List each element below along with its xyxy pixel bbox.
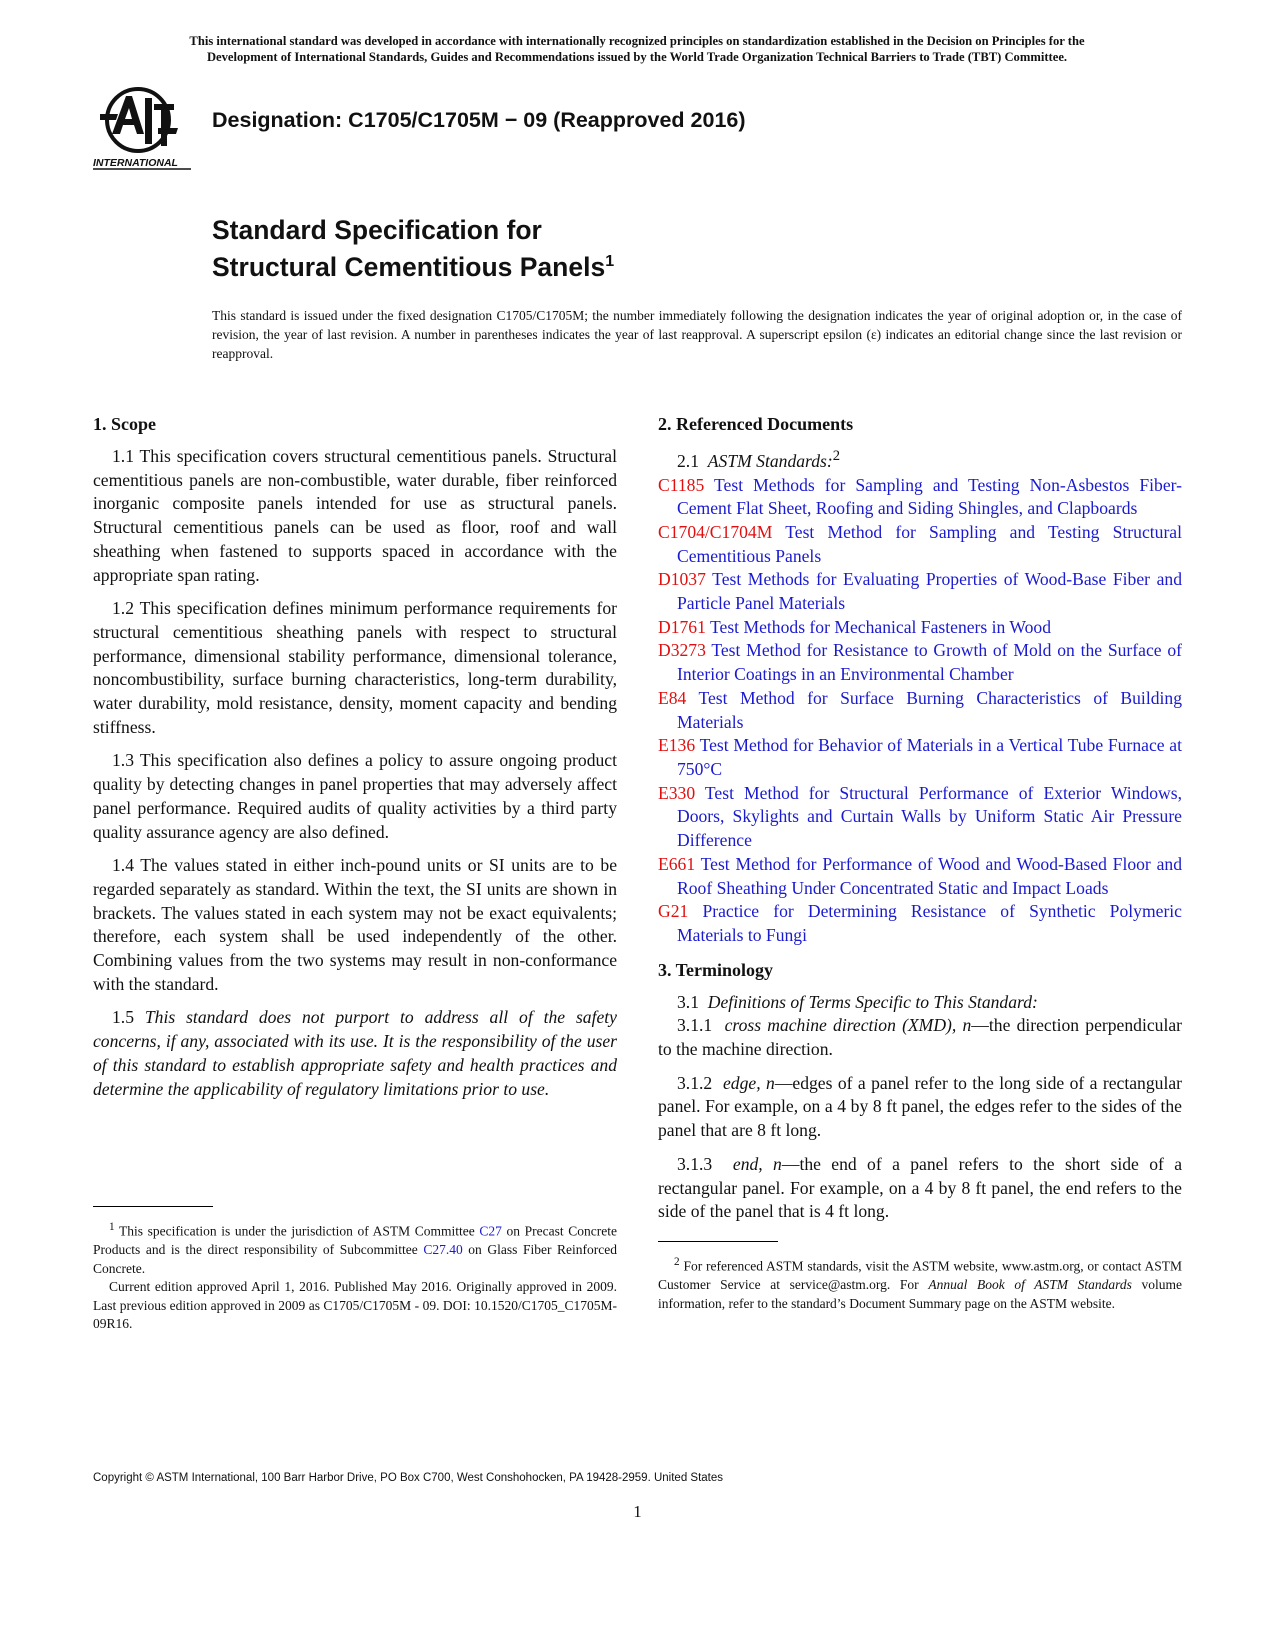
reference-code-link[interactable]: D3273	[658, 640, 706, 661]
reference-title-link[interactable]: Test Method for Resistance to Growth of Mold on the Surface of Interior Coatings in an Environmental Chamber	[677, 640, 1182, 685]
footnote-2-mark: 2	[674, 1256, 680, 1268]
footnote-2-text-a: For referenced ASTM standards, visit the ASTM website, www.astm.org, or contact ASTM Customer Service at service@astm.org. For	[658, 1258, 1182, 1292]
wto-notice	[92, 33, 1182, 65]
term-edge-num: 3.1.2	[677, 1072, 713, 1093]
term-edge	[658, 1072, 1182, 1143]
page-number: 1	[633, 1502, 642, 1521]
reference-title-link[interactable]: Test Method for Sampling and Testing Structural Cementitious Panels	[677, 521, 1182, 566]
reference-item	[658, 734, 1182, 781]
references-sub-mark: 2	[832, 448, 841, 464]
reference-title-link[interactable]: Test Methods for Evaluating Properties of Wood-Base Fiber and Particle Panel Materials	[677, 569, 1182, 614]
term-xmd-num: 3.1.1	[677, 1015, 713, 1036]
reference-title-link[interactable]: Test Methods for Mechanical Fasteners in Wood	[710, 616, 1052, 637]
title-line1: Standard Specification for	[212, 215, 542, 245]
term-end-term: end, n	[732, 1153, 782, 1174]
document-title	[212, 214, 614, 283]
reference-code-link[interactable]: E330	[658, 782, 696, 803]
reference-title-link[interactable]: Test Methods for Sampling and Testing Non-Asbestos Fiber-Cement Flat Sheet, Roofing and Siding Shingles, and Clapboards	[677, 474, 1182, 519]
reference-title-link[interactable]: Test Method for Performance of Wood and Wood-Based Floor and Roof Sheathing Under Concentrated Static and Impact Loads	[677, 853, 1182, 898]
right-column	[658, 412, 1182, 1234]
left-column	[93, 412, 617, 1111]
title-line2	[212, 246, 614, 283]
astm-logo	[92, 84, 202, 180]
reference-item	[658, 521, 1182, 568]
reference-title-link[interactable]: Test Method for Surface Burning Characteristics of Building Materials	[677, 687, 1182, 732]
reference-code-link[interactable]: D1037	[658, 569, 706, 590]
term-end-def: —the end of a panel refers to the short side of a rectangular panel. For example, on a 4 by 8 ft panel, the end refers to the side of the panel that is 4 ft long.	[658, 1153, 1183, 1222]
footnote-1-para	[93, 1218, 617, 1278]
footnote-rule-right	[658, 1241, 778, 1242]
reference-item	[658, 616, 1182, 640]
reference-item	[658, 900, 1182, 947]
terminology-sub-label: Definitions of Terms Specific to This Standard:	[707, 991, 1038, 1012]
designation: Designation: C1705/C1705M − 09 (Reapproved 2016)	[212, 108, 746, 132]
scope-para-1-5	[93, 1006, 617, 1101]
committee-link[interactable]: C27	[479, 1223, 502, 1239]
issued-note: This standard is issued under the fixed designation C1705/C1705M; the number immediately following the designation indicates the year of original adoption or, in the case of revision, the year of last revision. A number in parentheses indicates the year of last reapproval. A superscript epsilon (ε) indicates an editorial change since the last revision or reapproval.	[212, 308, 1182, 361]
reference-title-link[interactable]: Test Method for Behavior of Materials in a Vertical Tube Furnace at 750°C	[677, 735, 1182, 779]
reference-item	[658, 782, 1182, 853]
references-sub-label: ASTM Standards:	[707, 450, 833, 471]
references-sub-num: 2.1	[677, 450, 699, 471]
term-end-num: 3.1.3	[677, 1153, 713, 1174]
references-subheading	[658, 445, 1182, 474]
reference-code-link[interactable]: E661	[658, 853, 696, 874]
reference-list	[658, 474, 1182, 948]
reference-code-link[interactable]: C1185	[658, 474, 705, 495]
term-edge-def: —edges of a panel refer to the long side of a rectangular panel. For example, on a 4 by 8 ft panel, the edges refer to the sides of the panel that are 8 ft long.	[658, 1072, 1183, 1141]
references-heading: 2. Referenced Documents	[658, 414, 854, 434]
footnote-1-edition: Current edition approved April 1, 2016. Published May 2016. Originally approved in 2009. Last previous edition approved in 2009 as C1705/C1705M - 09. DOI: 10.1520/C1705_C1705M-09R16.	[93, 1279, 617, 1331]
wto-notice-line1: This international standard was developed in accordance with internationally recognized principles on standardization established in the Decision on Principles for the	[189, 34, 1085, 48]
term-end	[658, 1153, 1182, 1224]
scope-para-1-2: 1.2 This specification defines minimum performance requirements for structural cementitious sheathing panels with respect to structural performance, dimensional stability performance, dimensional tolerance, noncombustibility, surface burning characteristics, long-term durability, water durability, mold resistance, density, moment capacity and bending stiffness.	[93, 598, 617, 737]
reference-code-link[interactable]: E84	[658, 687, 687, 708]
footnote-1-text-c: on Glass Fiber Reinforced Concrete.	[93, 1242, 617, 1276]
reference-item	[658, 568, 1182, 615]
astm-logo-icon	[92, 84, 202, 180]
title-footnote-mark: 1	[605, 253, 615, 270]
reference-item	[658, 853, 1182, 900]
footnote-1-mark: 1	[109, 1221, 115, 1233]
term-xmd-def: —the direction perpendicular to the machine direction.	[658, 1015, 1183, 1060]
footnote-2-text-b: volume information, refer to the standard’s Document Summary page on the ASTM website.	[658, 1277, 1183, 1311]
footnote-1-text-b: on Precast Concrete Products and is the direct responsibility of Subcommittee	[93, 1223, 618, 1257]
footnote-2	[658, 1253, 1182, 1313]
reference-code-link[interactable]: G21	[658, 901, 689, 922]
title-line2-text: Structural Cementitious Panels	[212, 251, 606, 282]
footnote-2-para	[658, 1253, 1182, 1313]
term-xmd	[658, 1014, 1182, 1061]
reference-item	[658, 639, 1182, 686]
reference-code-link[interactable]: D1761	[658, 616, 706, 637]
svg-text:INTERNATIONAL: INTERNATIONAL	[93, 157, 178, 169]
footnote-1	[93, 1218, 617, 1334]
term-xmd-term: cross machine direction (XMD), n	[724, 1015, 972, 1036]
scope-heading: 1. Scope	[93, 414, 156, 434]
scope-para-1-3: 1.3 This specification also defines a policy to assure ongoing product quality by detecting changes in panel properties that may adversely affect panel performance. Required audits of quality activities by a third party quality assurance agency are also defined.	[93, 750, 617, 842]
scope-para-1-4: 1.4 The values stated in either inch-pound units or SI units are to be regarded separately as standard. Within the text, the SI units are shown in brackets. The values stated in each system may not be exact equivalents; therefore, each system shall be used independently of the other. Combining values from the two systems may result in non-conformance with the standard.	[93, 855, 617, 994]
copyright: Copyright © ASTM International, 100 Barr Harbor Drive, PO Box C700, West Conshohocken, PA 19428-2959. United States	[93, 1472, 724, 1484]
scope-para-1-5-text: This standard does not purport to address all of the safety concerns, if any, associated with its use. It is the responsibility of the user of this standard to establish appropriate safety and health practices and determine the applicability of regulatory limitations prior to use.	[93, 1007, 617, 1099]
wto-notice-line2: Development of International Standards, Guides and Recommendations issued by the World Trade Organization Technical Barriers to Trade (TBT) Committee.	[206, 50, 1068, 64]
footnote-2-italic: Annual Book of ASTM Standards	[928, 1277, 1132, 1292]
reference-title-link[interactable]: Practice for Determining Resistance of Synthetic Polymeric Materials to Fungi	[677, 901, 1182, 945]
subcommittee-link[interactable]: C27.40	[423, 1242, 463, 1257]
reference-code-link[interactable]: E136	[658, 735, 696, 756]
scope-para-1-5-num: 1.5	[112, 1007, 134, 1028]
term-edge-term: edge, n	[723, 1072, 775, 1093]
reference-item	[658, 687, 1182, 734]
footnote-1-text-a: This specification is under the jurisdiction of ASTM Committee	[119, 1223, 475, 1239]
terminology-heading: 3. Terminology	[658, 959, 774, 980]
terminology-subheading	[658, 991, 1182, 1015]
footnote-rule-left	[93, 1206, 213, 1207]
reference-item	[658, 474, 1182, 521]
scope-para-1-1: 1.1 This specification covers structural cementitious panels. Structural cementitious panels are non-combustible, water durable, fiber reinforced inorganic composite panels intended for use as structural panels. Structural cementitious panels can be used as floor, roof and wall sheathing when fastened to supports spaced in accordance with the appropriate span rating.	[93, 446, 617, 585]
terminology-sub-num: 3.1	[677, 991, 699, 1012]
reference-title-link[interactable]: Test Method for Structural Performance of Exterior Windows, Doors, Skylights and Curtain Walls by Uniform Static Air Pressure Difference	[677, 782, 1182, 851]
reference-code-link[interactable]: C1704/C1704M	[658, 521, 773, 542]
